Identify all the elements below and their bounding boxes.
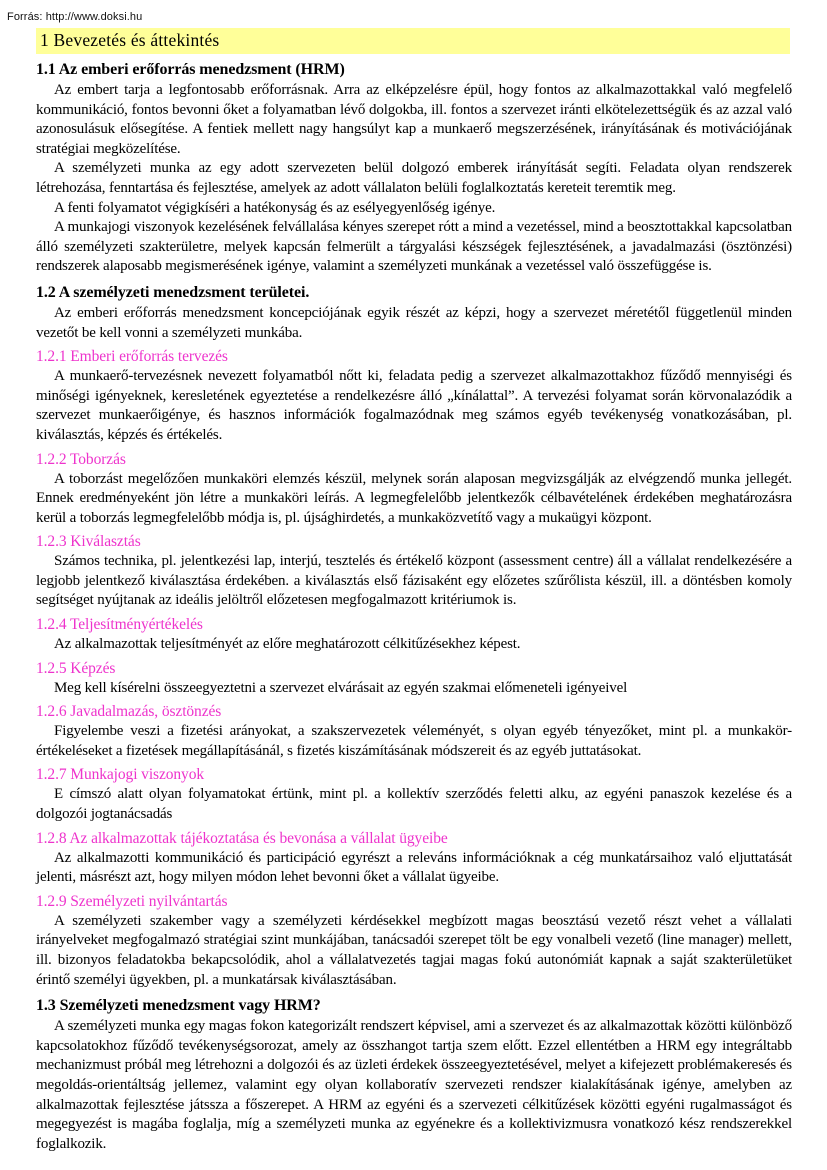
subsection-heading-1-2-9: 1.2.9 Személyzeti nyilvántartás — [36, 892, 228, 910]
paragraph: Az alkalmazotti kommunikáció és participáció egyrészt a releváns információknak a cég munkatársaihoz való eljuttatását jelenti, másrészt azt, hogy milyen módon lehet bevonni őket a vállalat ügyeibe. — [36, 849, 792, 886]
paragraph: Meg kell kísérelni összeegyeztetni a szervezet elvárásait az egyén szakmai előmeneteli igényeivel — [54, 679, 628, 696]
subsection-heading-1-2-1: 1.2.1 Emberi erőforrás tervezés — [36, 348, 228, 366]
paragraph: A munkajogi viszonyok kezelésének felvállalása kényes szerepet rótt a mind a vezetéssel, mind a beosztottakkal kapcsolatban álló személyzeti szakterületre, melyek kapcsán felmerült a tárgyalási készségek fejlesztésének, a javadalmazási (ösztönzési) rendszerek alaposabb megismerésének igénye, valamint a személyzeti munkának a vezetéssel való összefüggése is. — [36, 219, 792, 275]
paragraph: A személyzeti szakember vagy a személyzeti kérdésekkel megbízott magas beosztású vezető részt vehet a vállalati irányelveket megfogalmazó stratégiai szint munkájában, tanácsadói szerepet tölt be egy vonalbeli vezető (line manager) mellett, ill. bizonyos feladatokba bekapcsolódik, ahol a vállalatvezetés tagjai magas fokú autonómiát kapnak a saját szakterületüket érintő személyi ügyekben, pl. a munkatársak kiválasztásában. — [36, 912, 792, 988]
subsection-heading-1-2-7: 1.2.7 Munkajogi viszonyok — [36, 766, 204, 784]
paragraph: A toborzást megelőzően munkaköri elemzés készül, melynek során alaposan megvizsgálják az elvégzendő munka jellegét. Ennek eredményeként jön létre a munkaköri leírás. A legmegfelelőbb jelentkezők célbavételének érdekében meghatározásra kerül a toborzás legmegfelelőbb módja is, pl. újsághirdetés, a munkaközvetítő vagy a mukaügyi központ. — [36, 470, 792, 526]
subsection-heading-1-2-8: 1.2.8 Az alkalmazottak tájékoztatása és bevonása a vállalat ügyeibe — [36, 829, 448, 847]
chapter-heading: 1 Bevezetés és áttekintés — [36, 28, 790, 54]
section-heading-1-3: 1.3 Személyzeti menedzsment vagy HRM? — [36, 997, 321, 1015]
paragraph: A munkaerő-tervezésnek nevezett folyamatból nőtt ki, feladata pedig a szervezet alkalmazottakhoz fűződő mennyiségi és minőségi igényeknek, keresletének egyeztetése a rendelkezésre álló „kínálattal”. A tervezési folyamat során körvonalazódik a szervezet munkaerőigénye, és hasznos információk fogalmazódnak meg számos egyéb tevékenység vonatkozásában, pl. kiválasztás, képzés és értékelés. — [36, 368, 792, 443]
section-1-3 — [36, 995, 792, 1154]
paragraph: Az emberi erőforrás menedzsment koncepciójának egyik részét az képzi, hogy a szervezet méretétől függetlenül minden vezetőt be kell vonni a személyzeti munkába. — [36, 304, 792, 341]
section-1-1 — [36, 59, 792, 277]
source-watermark: Forrás: http://www.doksi.hu — [7, 11, 143, 23]
section-1-2 — [36, 282, 792, 990]
subsection-heading-1-2-6: 1.2.6 Javadalmazás, ösztönzés — [36, 703, 222, 721]
subsection-heading-1-2-4: 1.2.4 Teljesítményértékelés — [36, 616, 203, 634]
section-heading-1-2: 1.2 A személyzeti menedzsment területei. — [36, 283, 310, 301]
paragraph: Az embert tarja a legfontosabb erőforrásnak. Arra az elképzelésre épül, hogy fontos az alkalmazottakkal való megfelelő kommunikáció, fontos bevonni őket a folyamatban lévő dolgokba, ill. fontos a szervezet iránti elkötelezettségük és az azzal való azonosulásuk elősegítése. A fentiek mellett nagy hangsúlyt kap a munkaerő megszerzésének, irányításának és motivációjának stratégiai megközelítése. — [36, 82, 792, 157]
paragraph: E címszó alatt olyan folyamatokat értünk, mint pl. a kollektív szerződés feletti alku, az egyéni panaszok kezelése és a dolgozói jogtanácsadás — [36, 786, 792, 823]
subsection-heading-1-2-3: 1.2.3 Kiválasztás — [36, 533, 141, 551]
paragraph: Az alkalmazottak teljesítményét az előre meghatározott célkitűzésekhez képest. — [54, 636, 521, 653]
paragraph: A fenti folyamatot végigkíséri a hatékonyság és az esélyegyenlőség igénye. — [54, 199, 496, 216]
section-heading-1-1: 1.1 Az emberi erőforrás menedzsment (HRM) — [36, 61, 345, 78]
document-body — [36, 28, 792, 1154]
paragraph: Figyelembe veszi a fizetési arányokat, a szakszervezetek véleményét, s olyan egyéb tényezőket, mint pl. a munkakör-értékeléseket a fizetések megállapításánál, s fizetés kiszámításának módszereit és az egyéb juttatásokat. — [36, 723, 792, 759]
paragraph: Számos technika, pl. jelentkezési lap, interjú, tesztelés és értékelő központ (assessment centre) áll a vállalat rendelkezésére a legjobb jelentkező kiválasztása érdekében. a kiválasztás első fázisaként egy előzetes szűrőlista készül, ill. a döntésben komoly segítséget nyújtanak az ideális jelöltről előzetesen megfogalmazott kritériumok is. — [36, 553, 792, 609]
subsection-heading-1-2-5: 1.2.5 Képzés — [36, 659, 116, 677]
subsection-heading-1-2-2: 1.2.2 Toborzás — [36, 450, 126, 468]
paragraph: A személyzeti munka egy magas fokon kategorizált rendszert képvisel, ami a szervezet és az alkalmazottak közötti különböző kapcsolatokhoz fűződő tevékenységsorozat, amely az összhangot tartja szem előtt. Ezzel ellentétben a HRM egy integráltabb mechanizmust próbál meg létrehozni a dolgozói és az üzleti érdekek összeegyeztetésével, melyet a kifejezett problémakeresés és megoldás-orientáltság jellemez, valamint egy olyan kollaboratív szervezeti rendszer kialakításának igénye, amelyben az alkalmazottak fejlesztése játssza a főszerepet. A HRM az egyéni és a szervezeti célkitűzések közötti egyéni rugalmasságot és megegyezést is magába foglalja, míg a személyzeti munka az egyénekre és a kollektivizmusra vonatkozó kész rendszerekkel foglalkozik. — [36, 1018, 792, 1152]
paragraph: A személyzeti munka az egy adott szervezeten belül dolgozó emberek irányítását segíti. Feladata olyan rendszerek létrehozása, fenntartása és fejlesztése, amelyek az adott vállalaton belüli foglalkoztatás kereteit teremtik meg. — [36, 160, 792, 196]
